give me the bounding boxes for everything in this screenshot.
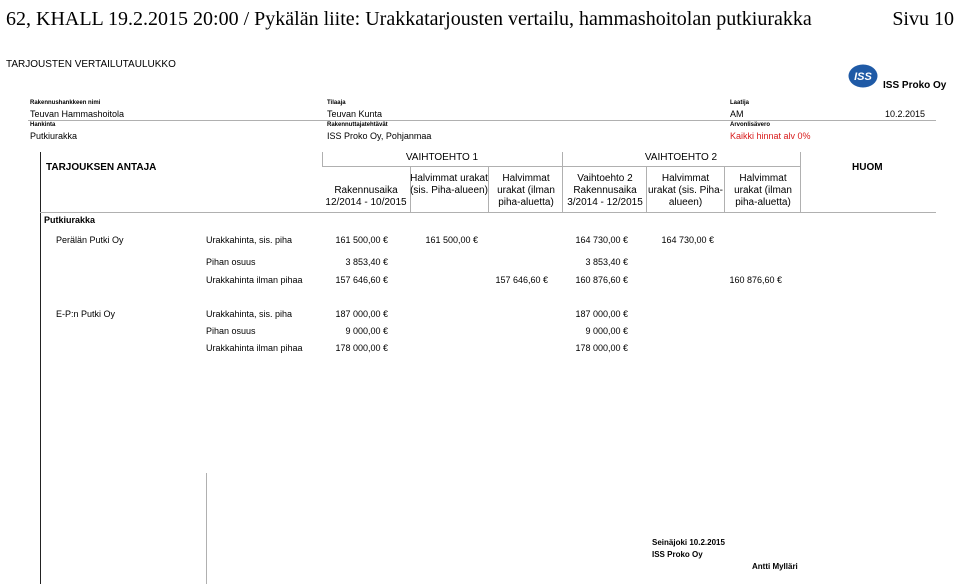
row-label: Pihan osuus — [206, 257, 256, 267]
col-header-construction-time-1: Rakennusaika 12/2014 - 10/2015 — [325, 185, 407, 208]
procurement-value: Putkiurakka — [30, 131, 78, 141]
price-cell: 3 853,40 € — [345, 257, 388, 267]
bidder-name: Perälän Putki Oy — [56, 235, 124, 245]
table-left-border — [40, 152, 41, 584]
signature-place-date: Seinäjoki 10.2.2015 — [652, 538, 725, 547]
procurement-label: Hankinta — [30, 122, 56, 128]
page-header-title: 62, KHALL 19.2.2015 20:00 / Pykälän liite: Urakkatarjousten vertailu, hammashoitolan putkiurakka — [6, 8, 812, 30]
company-name: ISS Proko Oy — [883, 80, 947, 91]
client-value: Teuvan Kunta — [327, 109, 383, 119]
manager-label: Rakennuttajatehtävät — [327, 122, 388, 128]
price-cell: 160 876,60 € — [729, 275, 782, 285]
price-cell: 178 000,00 € — [575, 343, 628, 353]
vat-label: Arvonlisävero — [730, 122, 771, 128]
section-title: Putkiurakka — [44, 215, 96, 225]
date-value: 10.2.2015 — [885, 109, 926, 119]
col-header-cheapest-excl-1: Halvimmat urakat (ilman piha-aluetta) — [497, 173, 555, 208]
signature-name: Antti Mylläri — [752, 562, 798, 571]
row-label: Urakkahinta ilman pihaa — [206, 275, 303, 285]
project-value: Teuvan Hammashoitola — [30, 109, 125, 119]
table-divider — [206, 473, 207, 584]
row-label: Urakkahinta ilman pihaa — [206, 343, 303, 353]
author-value: AM — [730, 109, 744, 119]
iss-logo-icon — [848, 64, 878, 88]
row-label: Urakkahinta, sis. piha — [206, 235, 293, 245]
col-header-cheapest-incl-2: Halvimmat urakat (sis. Piha-alueen) — [647, 173, 724, 208]
grid-line — [724, 166, 725, 212]
manager-value: ISS Proko Oy, Pohjanmaa — [327, 131, 432, 141]
price-cell: 161 500,00 € — [335, 235, 388, 245]
price-cell: 157 646,60 € — [495, 275, 548, 285]
grid-line — [322, 166, 800, 167]
price-cell: 164 730,00 € — [661, 235, 714, 245]
notes-header: HUOM — [852, 162, 883, 173]
price-cell: 3 853,40 € — [585, 257, 628, 267]
page-number: Sivu 10 — [892, 8, 954, 30]
price-cell: 160 876,60 € — [575, 275, 628, 285]
price-cell: 157 646,60 € — [335, 275, 388, 285]
option2-header: VAIHTOEHTO 2 — [644, 152, 718, 163]
bidder-name: E-P:n Putki Oy — [56, 309, 116, 319]
vat-value: Kaikki hinnat alv 0% — [730, 131, 811, 141]
price-cell: 187 000,00 € — [335, 309, 388, 319]
price-cell: 164 730,00 € — [575, 235, 628, 245]
grid-line — [800, 152, 801, 212]
document-title: TARJOUSTEN VERTAILUTAULUKKO — [6, 59, 176, 70]
grid-line — [40, 212, 936, 213]
project-label: Rakennushankkeen nimi — [30, 100, 101, 106]
info-divider — [28, 120, 936, 121]
logo-text: ISS — [854, 71, 872, 83]
client-label: Tilaaja — [327, 100, 346, 106]
row-label: Pihan osuus — [206, 326, 256, 336]
col-header-cheapest-incl-1: Halvimmat urakat (sis. Piha-alueen) — [410, 173, 488, 196]
signature-company: ISS Proko Oy — [652, 550, 703, 559]
price-cell: 178 000,00 € — [335, 343, 388, 353]
row-label: Urakkahinta, sis. piha — [206, 309, 293, 319]
col-header-construction-time-2: Vaihtoehto 2 Rakennusaika 3/2014 - 12/2015 — [567, 173, 643, 208]
option1-header: VAIHTOEHTO 1 — [405, 152, 479, 163]
author-label: Laatija — [730, 100, 750, 106]
bidder-header: TARJOUKSEN ANTAJA — [46, 162, 157, 173]
price-cell: 9 000,00 € — [585, 326, 628, 336]
price-cell: 161 500,00 € — [425, 235, 478, 245]
grid-line — [488, 166, 489, 212]
price-cell: 187 000,00 € — [575, 309, 628, 319]
col-header-cheapest-excl-2: Halvimmat urakat (ilman piha-aluetta) — [734, 173, 792, 208]
page-header — [0, 6, 960, 36]
price-cell: 9 000,00 € — [345, 326, 388, 336]
